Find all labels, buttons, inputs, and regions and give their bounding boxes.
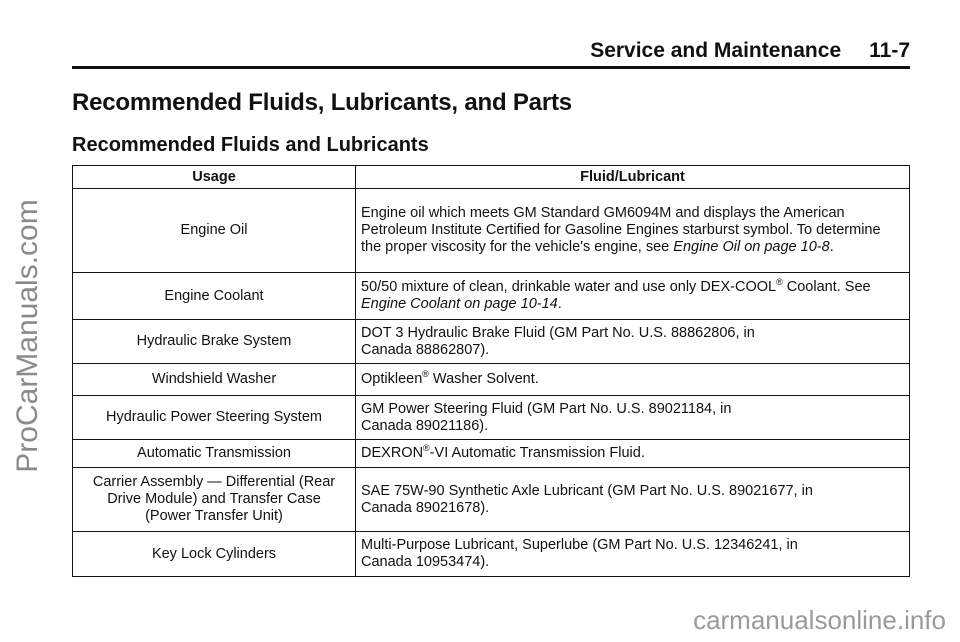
page-number: 11-7 <box>869 39 910 62</box>
fluid-cell <box>356 189 910 273</box>
usage-line: Drive Module) and Transfer Case <box>107 491 321 507</box>
registered-mark: ® <box>776 277 783 288</box>
usage-line: Carrier Assembly — Differential (Rear <box>92 474 336 490</box>
fluid-text: -VI Automatic Transmission Fluid. <box>429 445 645 461</box>
usage-cell: Engine Oil <box>73 189 356 273</box>
usage-cell <box>73 468 356 532</box>
usage-cell: Key Lock Cylinders <box>73 532 356 577</box>
fluid-line: GM Power Steering Fluid (GM Part No. U.S. 89021184, in <box>361 400 732 417</box>
ref-suffix: . <box>829 239 834 255</box>
page-header <box>72 32 910 69</box>
table-row <box>73 364 910 396</box>
fluid-text: Washer Solvent. <box>428 371 539 387</box>
fluid-text: Optikleen <box>361 371 423 387</box>
fluid-cell <box>356 468 910 532</box>
fluid-cell <box>356 320 910 364</box>
fluid-text: Engine oil which meets GM Standard GM6094M and displays the American Petroleum Institute Certified for Gasoline Engines starburst symbol. To determine the proper viscosity for the vehicle's engine, see <box>361 205 881 255</box>
table-row <box>73 320 910 364</box>
usage-cell: Automatic Transmission <box>73 440 356 468</box>
table-row <box>73 532 910 577</box>
fluid-line: Canada 10953474). <box>361 554 490 570</box>
table-header-row <box>73 166 910 189</box>
fluid-line: DOT 3 Hydraulic Brake Fluid (GM Part No. U.S. 88862806, in <box>361 324 755 341</box>
fluid-cell <box>356 440 910 468</box>
fluid-cell <box>356 364 910 396</box>
fluid-text: DEXRON <box>361 445 424 461</box>
section-heading: Recommended Fluids and Lubricants <box>72 134 429 156</box>
fluid-cell <box>356 273 910 320</box>
fluid-text: 50/50 mixture of clean, drinkable water and use only DEX-COOL <box>361 279 777 295</box>
bottom-watermark: carmanualsonline.info <box>693 605 946 635</box>
fluid-text: Coolant. See <box>782 279 871 295</box>
fluid-cell <box>356 396 910 440</box>
registered-mark: ® <box>422 369 429 380</box>
table-row <box>73 468 910 532</box>
page-title: Recommended Fluids, Lubricants, and Parts <box>72 89 572 116</box>
usage-cell: Hydraulic Brake System <box>73 320 356 364</box>
page-reference-link[interactable]: Engine Coolant on page 10-14 <box>361 296 558 312</box>
usage-cell: Engine Coolant <box>73 273 356 320</box>
section-title: Service and Maintenance <box>590 39 842 62</box>
table-row <box>73 273 910 320</box>
fluid-line: SAE 75W-90 Synthetic Axle Lubricant (GM Part No. U.S. 89021677, in <box>361 482 813 499</box>
usage-line: (Power Transfer Unit) <box>145 508 283 524</box>
table-row <box>73 396 910 440</box>
fluid-line: Canada 89021678). <box>361 499 490 516</box>
fluid-line: Multi-Purpose Lubricant, Superlube (GM Part No. U.S. 12346241, in <box>361 537 798 553</box>
column-header-fluid: Fluid/Lubricant <box>356 166 910 189</box>
table-row <box>73 189 910 273</box>
table-row <box>73 440 910 468</box>
usage-cell: Hydraulic Power Steering System <box>73 396 356 440</box>
page-reference-link[interactable]: Engine Oil on page 10-8 <box>673 239 830 255</box>
side-watermark: ProCarManuals.com <box>11 199 44 473</box>
fluid-line: Canada 89021186). <box>361 417 489 434</box>
usage-cell: Windshield Washer <box>73 364 356 396</box>
ref-suffix: . <box>557 296 562 312</box>
registered-mark: ® <box>423 443 430 454</box>
column-header-usage: Usage <box>73 166 356 189</box>
fluid-cell <box>356 532 910 577</box>
fluid-line: Canada 88862807). <box>361 341 490 358</box>
fluids-table <box>72 165 910 577</box>
